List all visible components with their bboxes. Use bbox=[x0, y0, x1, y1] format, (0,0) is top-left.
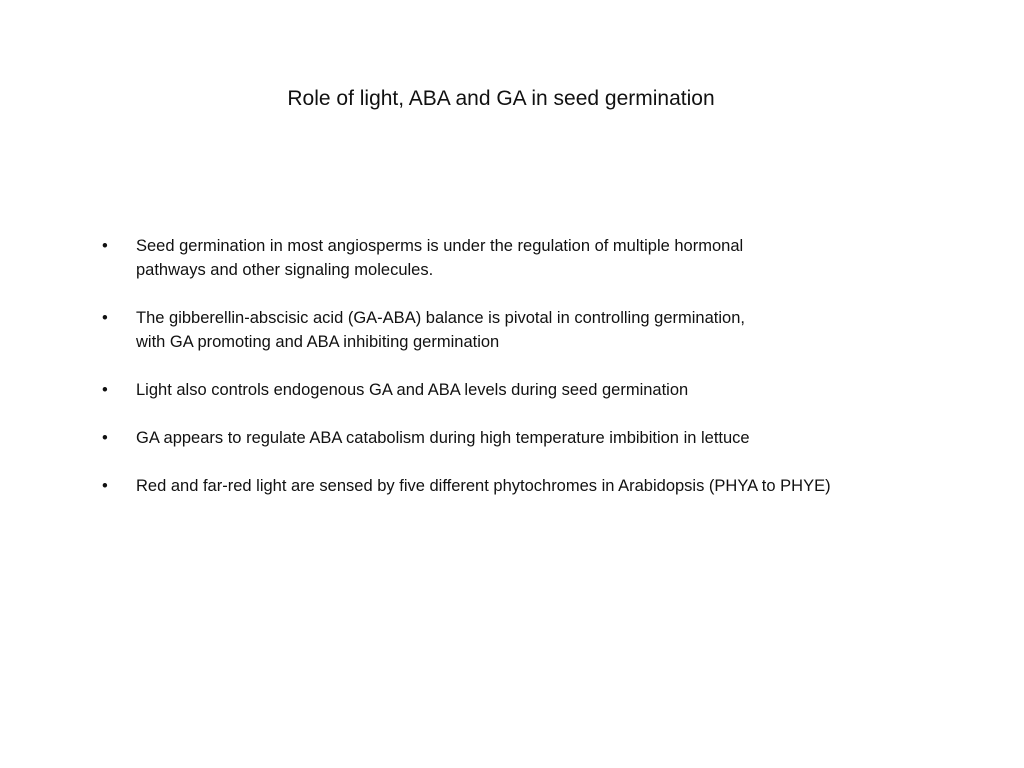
bullet-icon: • bbox=[102, 477, 108, 495]
bullet-text-line: GA appears to regulate ABA catabolism during high temperature imbibition in lettuce bbox=[136, 429, 750, 447]
bullet-item bbox=[100, 306, 980, 354]
bullet-text-line: pathways and other signaling molecules. bbox=[136, 261, 434, 279]
bullet-icon: • bbox=[102, 381, 108, 399]
bullet-icon: • bbox=[102, 237, 108, 255]
slide-title: Role of light, ABA and GA in seed germination bbox=[287, 87, 715, 110]
bullet-list bbox=[100, 234, 980, 522]
bullet-item bbox=[100, 474, 980, 498]
bullet-icon: • bbox=[102, 429, 108, 447]
bullet-item bbox=[100, 234, 980, 282]
bullet-text-line: with GA promoting and ABA inhibiting germination bbox=[136, 333, 500, 351]
bullet-text-line: Seed germination in most angiosperms is under the regulation of multiple hormonal bbox=[136, 237, 744, 255]
bullet-item bbox=[100, 426, 980, 450]
bullet-icon: • bbox=[102, 309, 108, 327]
bullet-item bbox=[100, 378, 980, 402]
bullet-text-line: The gibberellin-abscisic acid (GA-ABA) balance is pivotal in controlling germination, bbox=[136, 309, 745, 327]
bullet-text-line: Red and far-red light are sensed by five different phytochromes in Arabidopsis (PHYA to PHYE) bbox=[136, 477, 831, 495]
bullet-text-line: Light also controls endogenous GA and ABA levels during seed germination bbox=[136, 381, 689, 399]
